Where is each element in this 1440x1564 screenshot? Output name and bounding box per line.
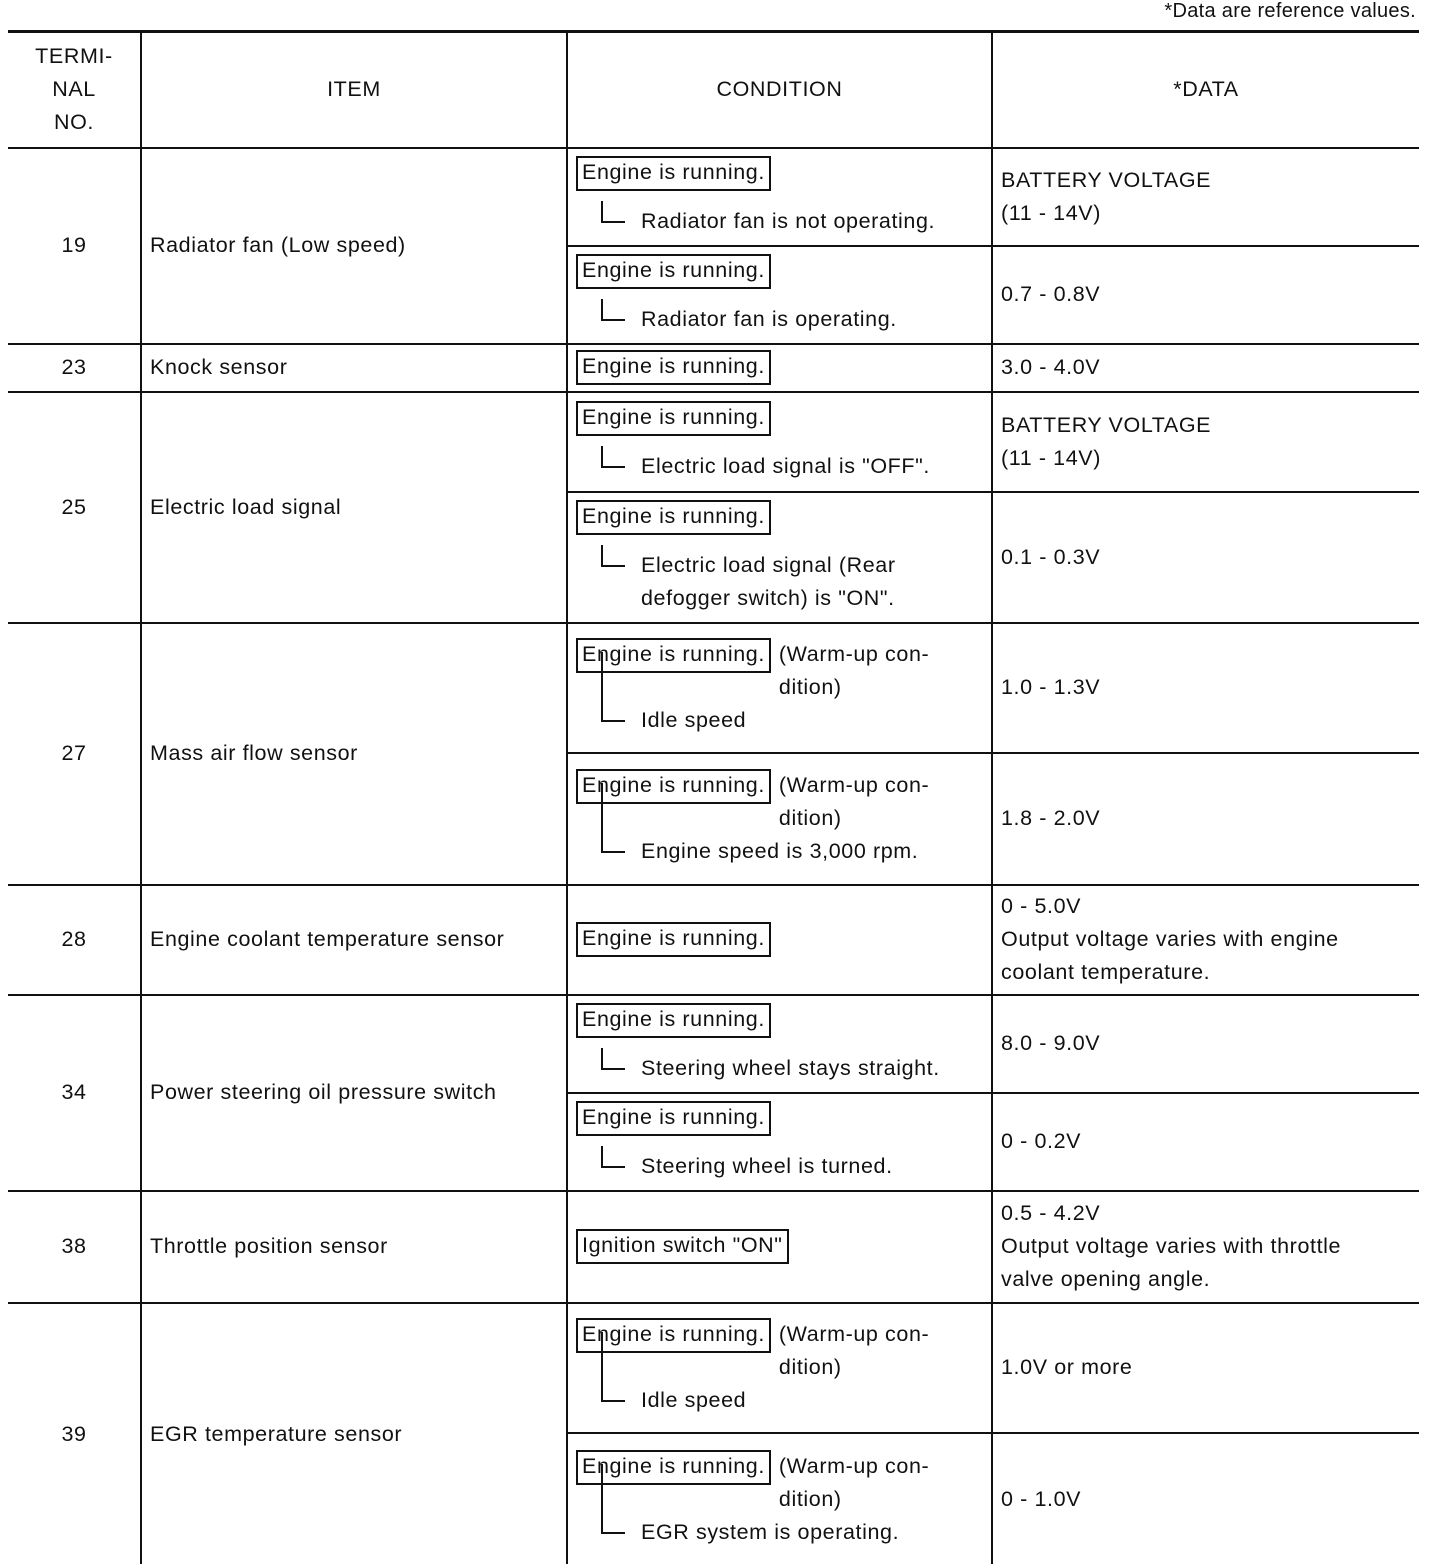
condition-note: (Warm-up con- dition) [778, 1453, 930, 1511]
table-row [8, 885, 1419, 995]
condition-cell [567, 392, 992, 492]
table-row [8, 148, 1419, 246]
terminal-spec-table [8, 30, 1419, 1564]
data-value: 0 - 1.0V [992, 1433, 1419, 1564]
item-name: Knock sensor [141, 344, 567, 392]
header-data: *DATA [992, 32, 1419, 148]
condition-box: Engine is running. [576, 638, 771, 673]
table-row [8, 1191, 1419, 1303]
condition-cell [567, 1191, 992, 1303]
condition-cell [567, 246, 992, 344]
table-row [8, 623, 1419, 753]
condition-box: Engine is running. [576, 1318, 771, 1353]
condition-box: Engine is running. [576, 922, 771, 957]
terminal-no: 27 [8, 623, 141, 885]
condition-sub: Radiator fan is operating. [601, 303, 991, 336]
terminal-no: 25 [8, 392, 141, 623]
condition-note: (Warm-up con- dition) [778, 642, 930, 699]
header-terminal-no: TERMI- NAL NO. [8, 32, 141, 148]
terminal-no: 39 [8, 1303, 141, 1564]
condition-sub: Engine speed is 3,000 rpm. [601, 835, 991, 868]
condition-sub: Steering wheel stays straight. [601, 1052, 991, 1085]
header-row [8, 32, 1419, 148]
table-row [8, 392, 1419, 492]
data-value: 1.0 - 1.3V [992, 623, 1419, 753]
item-name: Engine coolant temperature sensor [141, 885, 567, 995]
condition-cell [567, 623, 992, 753]
data-value: 1.0V or more [992, 1303, 1419, 1433]
condition-note: (Warm-up con- dition) [778, 773, 930, 830]
terminal-no: 23 [8, 344, 141, 392]
item-name: Power steering oil pressure switch [141, 995, 567, 1191]
condition-sub: Radiator fan is not operating. [601, 205, 991, 238]
data-value: BATTERY VOLTAGE (11 - 14V) [992, 148, 1419, 246]
reference-note: *Data are reference values. [1164, 0, 1416, 22]
condition-cell [567, 995, 992, 1093]
condition-box: Engine is running. [576, 156, 771, 191]
condition-cell [567, 1093, 992, 1191]
condition-sub: Steering wheel is turned. [601, 1150, 991, 1183]
condition-box: Engine is running. [576, 769, 771, 804]
condition-box: Engine is running. [576, 1003, 771, 1038]
data-value: 0 - 0.2V [992, 1093, 1419, 1191]
table-row [8, 344, 1419, 392]
header-condition: CONDITION [567, 32, 992, 148]
condition-cell [567, 492, 992, 623]
data-value: 0.7 - 0.8V [992, 246, 1419, 344]
condition-note: (Warm-up con- dition) [778, 1322, 930, 1379]
data-value: 0.5 - 4.2V Output voltage varies with throttle valve opening angle. [992, 1191, 1419, 1303]
condition-box: Engine is running. [576, 254, 771, 289]
condition-sub: Idle speed [601, 704, 991, 737]
item-name: Radiator fan (Low speed) [141, 148, 567, 344]
condition-box: Engine is running. [576, 1450, 771, 1485]
data-value: 1.8 - 2.0V [992, 753, 1419, 885]
condition-box: Engine is running. [576, 500, 771, 535]
condition-cell [567, 1433, 992, 1564]
data-value: 0.1 - 0.3V [992, 492, 1419, 623]
data-value: 0 - 5.0V Output voltage varies with engine coolant temperature. [992, 885, 1419, 995]
data-value: BATTERY VOLTAGE (11 - 14V) [992, 392, 1419, 492]
terminal-no: 38 [8, 1191, 141, 1303]
condition-box: Engine is running. [576, 401, 771, 436]
condition-cell [567, 148, 992, 246]
item-name: Mass air flow sensor [141, 623, 567, 885]
item-name: Electric load signal [141, 392, 567, 623]
table-row [8, 1303, 1419, 1433]
terminal-no: 34 [8, 995, 141, 1191]
condition-box: Engine is running. [576, 350, 771, 385]
condition-box: Ignition switch "ON" [576, 1229, 789, 1264]
terminal-no: 28 [8, 885, 141, 995]
data-value: 8.0 - 9.0V [992, 995, 1419, 1093]
condition-cell [567, 885, 992, 995]
item-name: EGR temperature sensor [141, 1303, 567, 1564]
condition-sub: Idle speed [601, 1384, 991, 1417]
condition-box: Engine is running. [576, 1101, 771, 1136]
condition-sub: EGR system is operating. [601, 1516, 991, 1549]
data-value: 3.0 - 4.0V [992, 344, 1419, 392]
table-row [8, 995, 1419, 1093]
condition-cell [567, 1303, 992, 1433]
terminal-no: 19 [8, 148, 141, 344]
header-item: ITEM [141, 32, 567, 148]
condition-sub: Electric load signal (Rear defogger switch) is "ON". [601, 549, 991, 615]
condition-sub: Electric load signal is "OFF". [601, 450, 991, 483]
condition-cell [567, 753, 992, 885]
condition-cell [567, 344, 992, 392]
item-name: Throttle position sensor [141, 1191, 567, 1303]
